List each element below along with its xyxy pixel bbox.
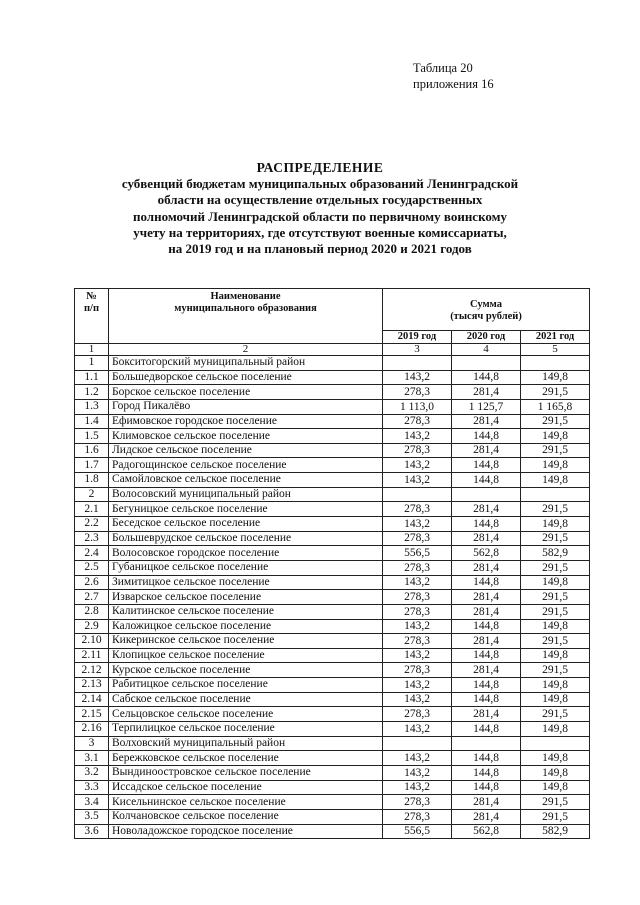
- amount-2019: [383, 356, 452, 371]
- table-reference: [413, 60, 494, 92]
- amount-2019: 278,3: [383, 385, 452, 400]
- amount-2019: 278,3: [383, 604, 452, 619]
- amount-2019: 278,3: [383, 707, 452, 722]
- amount-2021: 291,5: [521, 663, 590, 678]
- amount-2020: 281,4: [452, 707, 521, 722]
- table-row: [75, 809, 590, 824]
- amount-2020: 144,8: [452, 678, 521, 693]
- municipality-name: Волосовское городское поселение: [109, 546, 383, 561]
- row-number: 2.5: [75, 560, 109, 575]
- column-number-row: [75, 344, 590, 356]
- amount-2020: 1 125,7: [452, 399, 521, 414]
- amount-2020: 281,4: [452, 560, 521, 575]
- amount-2021: 291,5: [521, 560, 590, 575]
- amount-2020: 144,8: [452, 751, 521, 766]
- header-name-line1: Наименование: [210, 291, 281, 302]
- table-row: [75, 765, 590, 780]
- amount-2019: 278,3: [383, 531, 452, 546]
- municipality-name: Калитинское сельское поселение: [109, 604, 383, 619]
- amount-2020: 144,8: [452, 575, 521, 590]
- municipality-name: Иссадское сельское поселение: [109, 780, 383, 795]
- row-number: 1.4: [75, 414, 109, 429]
- table-row: [75, 370, 590, 385]
- amount-2021: 149,8: [521, 619, 590, 634]
- row-number: 2.4: [75, 546, 109, 561]
- municipality-name: Самойловское сельское поселение: [109, 473, 383, 488]
- table-row: [75, 517, 590, 532]
- amount-2020: 281,4: [452, 604, 521, 619]
- table-row: [75, 531, 590, 546]
- table-row: [75, 736, 590, 751]
- header-row: [75, 289, 590, 331]
- table-row: [75, 399, 590, 414]
- amount-2021: 291,5: [521, 604, 590, 619]
- amount-2019: [383, 736, 452, 751]
- year-2020: 2020 год: [452, 331, 521, 344]
- amount-2020: 144,8: [452, 765, 521, 780]
- amount-2020: 281,4: [452, 590, 521, 605]
- year-2021: 2021 год: [521, 331, 590, 344]
- amount-2021: 291,5: [521, 634, 590, 649]
- municipality-name: Климовское сельское поселение: [109, 429, 383, 444]
- amount-2019: 278,3: [383, 590, 452, 605]
- municipality-name: Кикеринское сельское поселение: [109, 634, 383, 649]
- row-number: 1.7: [75, 458, 109, 473]
- amount-2019: 143,2: [383, 619, 452, 634]
- amount-2019: 278,3: [383, 443, 452, 458]
- amount-2020: 562,8: [452, 546, 521, 561]
- document-title: [0, 160, 640, 257]
- municipality-name: Изварское сельское поселение: [109, 590, 383, 605]
- row-number: 1.8: [75, 473, 109, 488]
- municipality-name: Город Пикалёво: [109, 399, 383, 414]
- municipality-name: Волосовский муниципальный район: [109, 487, 383, 502]
- row-number: 3.3: [75, 780, 109, 795]
- row-number: 1.1: [75, 370, 109, 385]
- amount-2020: 281,4: [452, 531, 521, 546]
- table-row: [75, 648, 590, 663]
- municipality-name: Каложицкое сельское поселение: [109, 619, 383, 634]
- table-row: [75, 780, 590, 795]
- column-number: 3: [383, 344, 452, 356]
- row-number: 1.3: [75, 399, 109, 414]
- municipality-name: Вындиноостровское сельское поселение: [109, 765, 383, 780]
- table-row: [75, 487, 590, 502]
- amount-2019: [383, 487, 452, 502]
- amount-2021: 149,8: [521, 575, 590, 590]
- municipality-name: Сельцовское сельское поселение: [109, 707, 383, 722]
- table-row: [75, 414, 590, 429]
- amount-2021: 149,8: [521, 765, 590, 780]
- amount-2021: 149,8: [521, 648, 590, 663]
- amount-2019: 143,2: [383, 722, 452, 737]
- row-number: 2.12: [75, 663, 109, 678]
- amount-2021: 149,8: [521, 370, 590, 385]
- amount-2021: [521, 736, 590, 751]
- amount-2020: 144,8: [452, 517, 521, 532]
- header-name-line2: муниципального образования: [174, 303, 317, 314]
- column-number: 2: [109, 344, 383, 356]
- title-line: полномочий Ленинградской области по первичному воинскому: [132, 208, 508, 224]
- amount-2020: 144,8: [452, 619, 521, 634]
- amount-2021: [521, 356, 590, 371]
- municipality-name: Курское сельское поселение: [109, 663, 383, 678]
- amount-2019: 278,3: [383, 795, 452, 810]
- amount-2021: 291,5: [521, 707, 590, 722]
- amount-2021: 1 165,8: [521, 399, 590, 414]
- header-sum-title: Сумма: [470, 298, 502, 310]
- title-line: на 2019 год и на плановый период 2020 и 2021 годов: [168, 241, 472, 257]
- table-row: [75, 678, 590, 693]
- amount-2020: 281,4: [452, 809, 521, 824]
- amount-2020: 144,8: [452, 473, 521, 488]
- year-2019: 2019 год: [383, 331, 452, 344]
- amount-2019: 556,5: [383, 546, 452, 561]
- row-number: 1.2: [75, 385, 109, 400]
- table-row: [75, 795, 590, 810]
- title-heading: РАСПРЕДЕЛЕНИЕ: [256, 160, 384, 175]
- row-number: 2.3: [75, 531, 109, 546]
- amount-2021: 149,8: [521, 458, 590, 473]
- amount-2020: 281,4: [452, 795, 521, 810]
- table-row: [75, 619, 590, 634]
- municipality-name: Зимитицкое сельское поселение: [109, 575, 383, 590]
- municipality-name: Ефимовское городское поселение: [109, 414, 383, 429]
- row-number: 2.13: [75, 678, 109, 693]
- row-number: 2.14: [75, 692, 109, 707]
- municipality-name: Колчановское сельское поселение: [109, 809, 383, 824]
- amount-2019: 143,2: [383, 648, 452, 663]
- table-row: [75, 663, 590, 678]
- amount-2020: 144,8: [452, 648, 521, 663]
- table-row: [75, 356, 590, 371]
- municipality-name: Большедворское сельское поселение: [109, 370, 383, 385]
- row-number: 3.2: [75, 765, 109, 780]
- amount-2020: 281,4: [452, 663, 521, 678]
- municipality-name: Бокситогорский муниципальный район: [109, 356, 383, 371]
- row-number: 1: [75, 356, 109, 371]
- amount-2021: 291,5: [521, 795, 590, 810]
- header-number-abbr: п/п: [83, 303, 100, 314]
- municipality-name: Кисельнинское сельское поселение: [109, 795, 383, 810]
- amount-2020: [452, 487, 521, 502]
- amount-2020: 562,8: [452, 824, 521, 839]
- table-row: [75, 385, 590, 400]
- municipality-name: Бегуницкое сельское поселение: [109, 502, 383, 517]
- amount-2021: 291,5: [521, 414, 590, 429]
- table-row: [75, 590, 590, 605]
- amount-2020: 144,8: [452, 722, 521, 737]
- amount-2021: 149,8: [521, 722, 590, 737]
- amount-2020: 144,8: [452, 429, 521, 444]
- table-row: [75, 634, 590, 649]
- amount-2019: 143,2: [383, 780, 452, 795]
- amount-2020: 281,4: [452, 414, 521, 429]
- table-row: [75, 502, 590, 517]
- column-number: 4: [452, 344, 521, 356]
- row-number: 3.5: [75, 809, 109, 824]
- municipality-name: Большеврудское сельское поселение: [109, 531, 383, 546]
- row-number: 2.7: [75, 590, 109, 605]
- amount-2021: 582,9: [521, 824, 590, 839]
- row-number: 3.6: [75, 824, 109, 839]
- amount-2021: 291,5: [521, 590, 590, 605]
- amount-2020: 144,8: [452, 692, 521, 707]
- table-row: [75, 429, 590, 444]
- municipality-name: Радогощинское сельское поселение: [109, 458, 383, 473]
- header-number: [75, 289, 109, 344]
- amount-2019: 278,3: [383, 634, 452, 649]
- amount-2021: 291,5: [521, 809, 590, 824]
- title-line: субвенций бюджетам муниципальных образований Ленинградской: [121, 176, 519, 192]
- row-number: 2.16: [75, 722, 109, 737]
- row-number: 2.10: [75, 634, 109, 649]
- amount-2020: 144,8: [452, 370, 521, 385]
- row-number: 2.2: [75, 517, 109, 532]
- table-row: [75, 707, 590, 722]
- municipality-name: Новоладожское городское поселение: [109, 824, 383, 839]
- row-number: 2.8: [75, 604, 109, 619]
- amount-2020: [452, 736, 521, 751]
- table-row: [75, 560, 590, 575]
- amount-2019: 143,2: [383, 765, 452, 780]
- title-line: учету на территориях, где отсутствуют военные комиссариаты,: [133, 224, 507, 240]
- amount-2020: 281,4: [452, 385, 521, 400]
- municipality-name: Лидское сельское поселение: [109, 443, 383, 458]
- amount-2019: 1 113,0: [383, 399, 452, 414]
- amount-2021: 149,8: [521, 429, 590, 444]
- row-number: 1.5: [75, 429, 109, 444]
- amount-2019: 556,5: [383, 824, 452, 839]
- amount-2021: 149,8: [521, 473, 590, 488]
- amount-2021: 582,9: [521, 546, 590, 561]
- municipality-name: Беседское сельское поселение: [109, 517, 383, 532]
- header-sum: [383, 289, 590, 331]
- amount-2020: [452, 356, 521, 371]
- amount-2021: 149,8: [521, 678, 590, 693]
- amount-2021: [521, 487, 590, 502]
- amount-2021: 291,5: [521, 385, 590, 400]
- municipality-name: Волховский муниципальный район: [109, 736, 383, 751]
- column-number: 5: [521, 344, 590, 356]
- row-number: 2.15: [75, 707, 109, 722]
- table-row: [75, 604, 590, 619]
- amount-2019: 278,3: [383, 414, 452, 429]
- amount-2019: 278,3: [383, 560, 452, 575]
- table-row: [75, 443, 590, 458]
- distribution-table: [74, 288, 590, 839]
- table-row: [75, 473, 590, 488]
- header-number-symbol: №: [86, 291, 97, 302]
- amount-2020: 144,8: [452, 780, 521, 795]
- appendix-number: приложения 16: [413, 77, 494, 91]
- municipality-name: Рабитицкое сельское поселение: [109, 678, 383, 693]
- row-number: 2.11: [75, 648, 109, 663]
- amount-2021: 149,8: [521, 517, 590, 532]
- table-row: [75, 692, 590, 707]
- row-number: 2.9: [75, 619, 109, 634]
- amount-2019: 143,2: [383, 473, 452, 488]
- amount-2019: 143,2: [383, 575, 452, 590]
- table-row: [75, 722, 590, 737]
- amount-2020: 281,4: [452, 443, 521, 458]
- table-row: [75, 751, 590, 766]
- amount-2019: 278,3: [383, 502, 452, 517]
- header-sum-unit: (тысяч рублей): [450, 310, 522, 322]
- row-number: 3.4: [75, 795, 109, 810]
- amount-2019: 278,3: [383, 809, 452, 824]
- column-number: 1: [75, 344, 109, 356]
- amount-2019: 143,2: [383, 678, 452, 693]
- amount-2021: 291,5: [521, 531, 590, 546]
- amount-2019: 143,2: [383, 517, 452, 532]
- amount-2020: 144,8: [452, 458, 521, 473]
- amount-2019: 278,3: [383, 663, 452, 678]
- amount-2021: 149,8: [521, 780, 590, 795]
- row-number: 2.1: [75, 502, 109, 517]
- municipality-name: Клопицкое сельское поселение: [109, 648, 383, 663]
- row-number: 2: [75, 487, 109, 502]
- header-name: [109, 289, 383, 344]
- amount-2020: 281,4: [452, 502, 521, 517]
- municipality-name: Губаницкое сельское поселение: [109, 560, 383, 575]
- amount-2019: 143,2: [383, 751, 452, 766]
- amount-2020: 281,4: [452, 634, 521, 649]
- amount-2019: 143,2: [383, 458, 452, 473]
- amount-2021: 149,8: [521, 751, 590, 766]
- table-row: [75, 546, 590, 561]
- row-number: 2.6: [75, 575, 109, 590]
- amount-2019: 143,2: [383, 692, 452, 707]
- amount-2019: 143,2: [383, 370, 452, 385]
- table-row: [75, 824, 590, 839]
- row-number: 3.1: [75, 751, 109, 766]
- municipality-name: Сабское сельское поселение: [109, 692, 383, 707]
- amount-2021: 149,8: [521, 692, 590, 707]
- table-number: Таблица 20: [413, 61, 473, 75]
- table-row: [75, 575, 590, 590]
- title-line: области на осуществление отдельных государственных: [157, 192, 483, 208]
- table-body: [75, 356, 590, 839]
- municipality-name: Борское сельское поселение: [109, 385, 383, 400]
- row-number: 1.6: [75, 443, 109, 458]
- amount-2019: 143,2: [383, 429, 452, 444]
- table-row: [75, 458, 590, 473]
- amount-2021: 291,5: [521, 443, 590, 458]
- municipality-name: Бережковское сельское поселение: [109, 751, 383, 766]
- municipality-name: Терпилицкое сельское поселение: [109, 722, 383, 737]
- row-number: 3: [75, 736, 109, 751]
- amount-2021: 291,5: [521, 502, 590, 517]
